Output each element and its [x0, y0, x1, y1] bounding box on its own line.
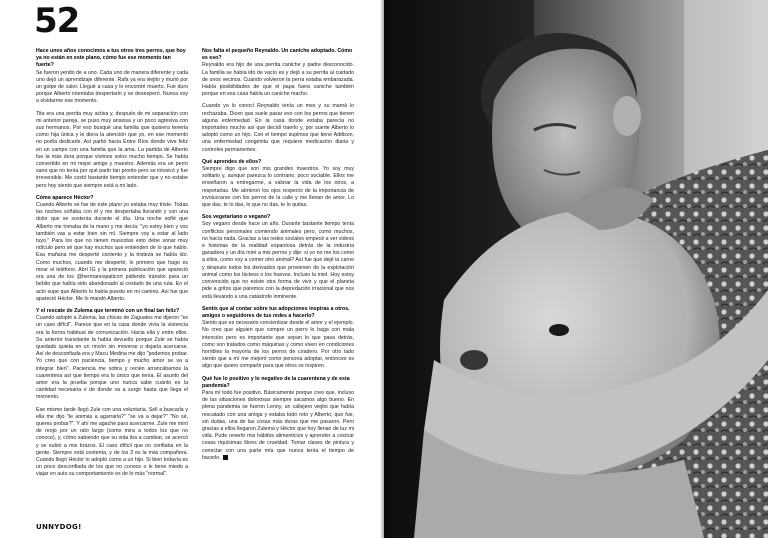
text-column-right: [202, 48, 354, 467]
question: Nos falta el pequeño Reynaldo. Un caniche adoptado. Cómo es eso?: [202, 48, 353, 62]
photo-page: [384, 0, 768, 538]
answer-paragraph: Siempre digo que son mis grandes maestros. Yo soy muy solitario y, aunque parezca lo contrario, poco sociable. Ellos me enseñaron a entregarme, a valorar la vida de los otros, a respetarlas. Me abrieron los ojos respecto de la importancia de involucrarse con los perros de la calle y me llenan de amor. Lo que das, te lo das, lo que no das, te lo quitas.: [202, 166, 354, 209]
question: Sentís que al contar sobre tus adopciones inspiras a otros, amigos o seguidores de tus redes a hacerlo?: [202, 305, 350, 319]
closing-answer-text: Para mí todo fue positivo. Básicamente porque creo que, incluso de las situaciones dolorosas siempre sacamos algo bueno. En plena pandemia se fueron Lenny, un callejero viejito que había rescatado con una amiga y estaba todo roto y Alberto, que fue, sin dudas, una de las cosas más duras que me pasaron. Pero gracias a ellos llegaron Zulema y Héctor que hoy llenan de luz mi vida. Pude revertir mis hábitos alimenticios y aprender a cocinar cosas riquísimas libres de crueldad. Tomar clases de pintura y conectar con una parte mía que nunca tenía el tiempo de hacerlo.: [202, 389, 354, 461]
question: Sos vegetariano o vegano?: [202, 214, 271, 221]
magazine-logo: UNNYDOG!: [36, 523, 82, 531]
answer-paragraph: [202, 390, 354, 462]
man-hugging-dog-photo: [384, 0, 768, 538]
answer-paragraph: Soy vegano desde hace un año. Durante bastante tiempo tenía conflictos personales comiendo animales pero, como muchos, no hacía nada. Gracias a las redes sociales empecé a ver videos e historias de la realidad espantosa detrás de la industria ganadera y un día miré a mis perros y dije: si yo no me los como a ellos, como voy a comer otro animal? Así fue que dejé la carne y después todos los derivados que provienen de la explotación animal como los lácteos o los huevos. Incluso la miel. Hoy estoy convencido que no existe otra forma de vivir y que el planeta pide a gritos que paremos con la depredación irracional que nos está llevando a una catástrofe inminente.: [202, 221, 354, 300]
answer-paragraph: Reynaldo era hijo de una perrita caniche y padre desconocido. La familia se había ido de vacío es y dejó a su perrita al cuidado de unos vecinos. Cuando volvieron la perra estaba embarazada. Había posibilidades de que el papa fuera caniche también porque en esa casa había un caniche macho.: [202, 62, 354, 98]
answer-paragraph: Cuando adopté a Zulema, las chicas de Zaguates me dijeron "es un caso difícil". Parece que en la casa donde vivía la violencia era la forma habitual de comunicación. Hacia ella y entre ellos. Su anterior transitante la había devuelto porque Zule se había quedado quieta en un rincón sin moverse o dejarla acercarse. Así de desconfiada era y Macu Medina me dijo "podemos probar. Yo creo que con paciencia, tiempo y mucho amor se va a integrar bien". Paciencia me sobra y recién arrancábamos la cuarentena así que tiempo era lo único que tenía. El asunto del amor era la prueba porque uno nunca sabe cuánto es la cantidad necesaria o de donde va a surgir hasta que llega el momento.: [36, 315, 188, 401]
question: Qué fue lo positivo y lo negativo de la cuarentena y de esta pandemia?: [202, 375, 350, 389]
answer-paragraph: Tita era una perrita muy activa y, después de mi separación con mi anterior pareja, se puso muy ansiosa y un poco agresiva con sus hermanos. Por eso busqué una familia que quisiera tenerla como hija única y le diera la atención que yo, en ese momento no podía dedicarle. Así partió hacia Entre Ríos donde vive feliz en un campo con una familia que la ama. La partida de Alberto fue la más dura porque vivimos solos mucho tiempo. Se había convertido en mi mejor amigo y maestro. Además era un perro sano que no tenía por qué partir tan pronto pero se intoxicó y fue irreversible. Me costó bastante tiempo entender que y no estabe pero hoy siento que siempre está a mi lado.: [36, 110, 188, 189]
question: Qué aprendes de ellos?: [202, 158, 262, 165]
answer-paragraph: Se fueron yendo de a uno. Cada uno de manera diferente y cada uno dejó un aprendizaje diferente. Rafa ya era viejito y murió por un golpe de calor. Llegué a casa y lo encontré muerto. Fue duro porque Alberto intentaba despertarlo y se desesperó. Nunca voy a olvidarme ese momento.: [36, 69, 188, 105]
answer-paragraph: Siento que es necesario concientizar desde el amor y el ejemplo. No creo que alguien que compre un perro lo haga con mala intención pero es importante que sepan lo que pasa detrás, como son tratados como máquinas y como viven en condiciones horribles la mayoría de los perros de criadero. Por otro lado siento que a mí me mejoró como persona adoptar, entonces es algo que quiero compartir para que otros se inspiren.: [202, 320, 354, 370]
page-gutter: [380, 0, 388, 538]
question: Cómo aparece Héctor?: [36, 194, 94, 201]
page-number: 52: [34, 1, 80, 41]
answer-paragraph: Ese mismo tarde llegó Zule con una voluntaria. Sell a buscarla y ella me dijo "te animás a agarrarla?" "se va a dejar?" "No sé, queres probar?". Y ahí me agaché para acercarme. Zule me miró de reojo por un rato largo (como mira a todos los que no conoce), y, cómo sabiendo que su vida iba a cambiar, se acercó y se subió a mis brazos. El caso difícil que no confiaba en la gente. Siempre está contenta, y de los 3 es la más compañera. Cuando llegó Héctor lo adoptó como a un hijo. Si bien todavía es un poco desconfiada de los que no conoce o le tiene miedo a viajar en auto su comportamiento es de lo más "normal".: [36, 406, 188, 478]
end-of-article-mark: [223, 455, 228, 460]
text-column-left: [36, 48, 188, 484]
question: Hace unos años conocimos a tus otros tres perros, que hoy ya no están en este plano, cómo fue ese momento tan fuerte?: [36, 48, 186, 69]
question: Y el rescate de Zulema que terminó con un final tan feliz?: [36, 307, 180, 314]
answer-paragraph: Cuando yo lo conocí Reynaldo tenía un mes y su mamá lo rechazaba. Dicen que suele pasar eso con los perros que tienen alguna enfermedad. En la casa donde estaba parecía no importarles mucho así que decidí traerlo y, por suerte Alberto lo adoptó como un hijo. Con el tiempo supimos que tiene Addison, una enfermedad congénita que requiere medicación diaria y controles permanentes.: [202, 103, 354, 153]
answer-paragraph: Cuando Alberto se fue de este plano yo estaba muy triste. Todas las noches soñaba con él y me despertaba llorando y con una dolor que se sostenía durante el día. Una noche soñé que Alberto me tomaba de la mano y me decía: "yo estoy bien y vos también vas a estar bien sin mí. Siempre voy a estar al lado tuyo." Para los que no tienen mascotas esto debe sonar muy ridículo pero sé que hay muchos que entienden de lo que hablo. Esa mañana me desperté contento y la tristeza se había ido. Como muchos, cuando me desperté, lo primero que hago es mirar el teléfono. Abrí IG y la primera publicación que apareció era una de los @hermanospaticort pidiendo tránsito para un bebito que había sido abandonado al costado de una ruta. En el acto supe que Alberto lo había puesto en mi camino. Así fue que apareció Héctor. Me lo mandó Alberto.: [36, 202, 188, 302]
